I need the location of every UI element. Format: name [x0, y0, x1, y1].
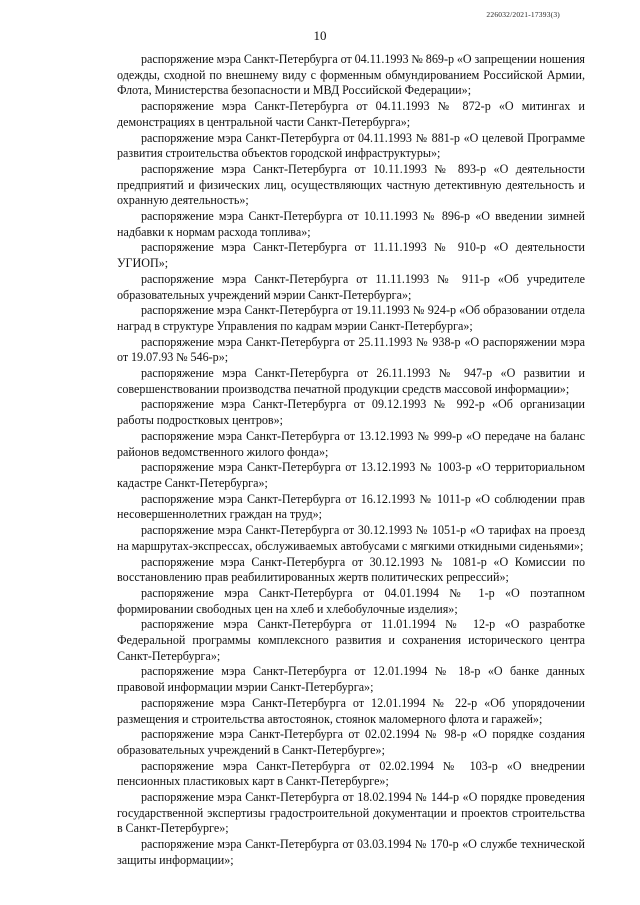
paragraph: распоряжение мэра Санкт-Петербурга от 03.03.1994 № 170-р «О службе технической защиты информации»; — [117, 837, 585, 867]
document-body — [117, 52, 585, 869]
paragraph: распоряжение мэра Санкт-Петербурга от 10.11.1993 № 893-р «О деятельности предприятий и физических лиц, осуществляющих частную детективную деятельность и охранную деятельность»; — [117, 161, 585, 208]
paragraph: распоряжение мэра Санкт-Петербурга от 13.12.1993 № 999-р «О передаче на баланс районов ведомственного жилого фонда»; — [117, 428, 585, 459]
paragraph: распоряжение мэра Санкт-Петербурга от 04.11.1993 № 872-р «О митингах и демонстрациях в центральной части Санкт-Петербурга»; — [117, 99, 585, 129]
paragraph: распоряжение мэра Санкт-Петербурга от 12.01.1994 № 22-р «Об упорядочении размещения и строительства автостоянок, стоянок маломерного флота и гаражей»; — [117, 695, 585, 726]
paragraph: распоряжение мэра Санкт-Петербурга от 25.11.1993 № 938-р «О распоряжении мэра от 19.07.93 № 546-р»; — [117, 334, 585, 365]
paragraph: распоряжение мэра Санкт-Петербурга от 11.01.1994 № 12-р «О разработке Федеральной программы комплексного развития и сохранения исторического центра Санкт-Петербурга»; — [117, 617, 585, 663]
paragraph: распоряжение мэра Санкт-Петербурга от 04.11.1993 № 881-р «О целевой Программе развития строительства объектов городской инфраструктуры»; — [117, 130, 585, 161]
paragraph: распоряжение мэра Санкт-Петербурга от 02.02.1994 № 103-р «О внедрении пенсионных пластиковых карт в Санкт-Петербурге»; — [117, 758, 585, 789]
document-id: 226032/2021-17393(3) — [486, 10, 560, 19]
paragraph: распоряжение мэра Санкт-Петербурга от 04.01.1994 № 1-р «О поэтапном формировании свободных цен на хлеб и хлебобулочные изделия»; — [117, 585, 585, 616]
paragraph: распоряжение мэра Санкт-Петербурга от 19.11.1993 № 924-р «Об образовании отдела наград в структуре Управления по кадрам мэрии Санкт-Петербурга»; — [117, 303, 585, 333]
paragraph: распоряжение мэра Санкт-Петербурга от 10.11.1993 № 896-р «О введении зимней надбавки к нормам расхода топлива»; — [117, 209, 585, 239]
paragraph: распоряжение мэра Санкт-Петербурга от 11.11.1993 № 910-р «О деятельности УГИОП»; — [117, 240, 585, 271]
paragraph: распоряжение мэра Санкт-Петербурга от 13.12.1993 № 1003-р «О территориальном кадастре Санкт-Петербурга»; — [117, 460, 585, 490]
paragraph: распоряжение мэра Санкт-Петербурга от 11.11.1993 № 911-р «Об учредителе образовательных учреждений мэрии Санкт-Петербурга»; — [117, 271, 585, 302]
paragraph: распоряжение мэра Санкт-Петербурга от 16.12.1993 № 1011-р «О соблюдении прав несовершеннолетних граждан на труд»; — [117, 491, 585, 522]
paragraph: распоряжение мэра Санкт-Петербурга от 30.12.1993 № 1051-р «О тарифах на проезд на маршрутах-экспрессах, обслуживаемых автобусами с мягкими откидными сиденьями»; — [117, 523, 585, 553]
paragraph: распоряжение мэра Санкт-Петербурга от 04.11.1993 № 869-р «О запрещении ношения одежды, сходной по внешнему виду с форменным обмундированием Российской Армии, Флота, Министерства безопасности и МВД Российской Федерации»; — [117, 52, 585, 98]
page-number: 10 — [313, 28, 327, 43]
paragraph: распоряжение мэра Санкт-Петербурга от 12.01.1994 № 18-р «О банке данных правовой информации мэрии Санкт-Петербурга»; — [117, 664, 585, 695]
paragraph: распоряжение мэра Санкт-Петербурга от 18.02.1994 № 144-р «О порядке проведения государственной экспертизы градостроительной документации и проектов строительства в Санкт-Петербурге»; — [117, 790, 585, 836]
paragraph: распоряжение мэра Санкт-Петербурга от 09.12.1993 № 992-р «Об организации работы подростковых центров»; — [117, 397, 585, 428]
paragraph: распоряжение мэра Санкт-Петербурга от 02.02.1994 № 98-р «О порядке создания образовательных учреждений в Санкт-Петербурге»; — [117, 727, 585, 757]
paragraph: распоряжение мэра Санкт-Петербурга от 30.12.1993 № 1081-р «О Комиссии по восстановлению прав реабилитированных жертв политических репрессий»; — [117, 554, 585, 585]
paragraph: распоряжение мэра Санкт-Петербурга от 26.11.1993 № 947-р «О развитии и совершенствовании производства печатной продукции средств массовой информации»; — [117, 366, 585, 396]
